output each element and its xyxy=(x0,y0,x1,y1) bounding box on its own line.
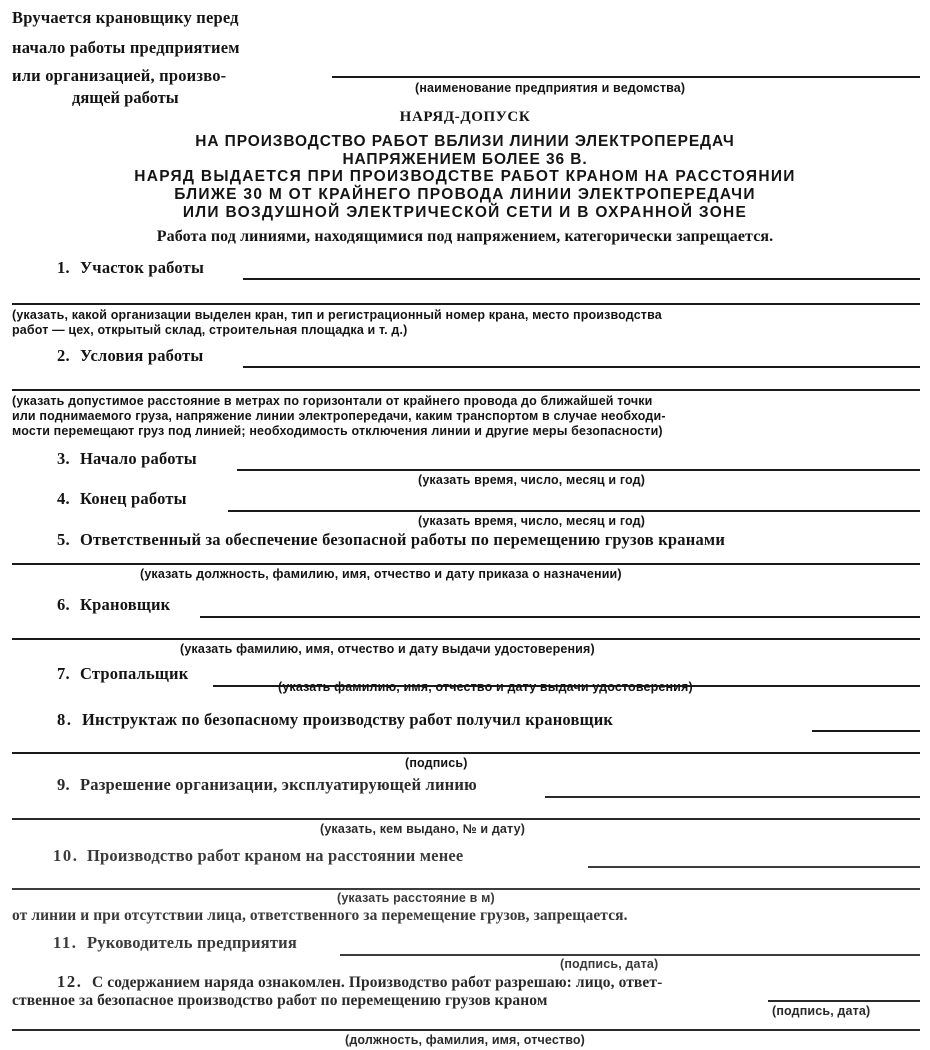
item-12-caption: (подпись, дата) xyxy=(772,1004,871,1018)
item-10-label: Производство работ краном на расстоянии менее xyxy=(87,846,464,865)
title-line-2: НАПРЯЖЕНИЕМ БОЛЕЕ 36 В. xyxy=(342,151,588,168)
item-1-caption-2: работ — цех, открытый склад, строительная площадка и т. д.) xyxy=(12,323,408,337)
footer-rule[interactable] xyxy=(12,1029,920,1031)
item-2-fill-rule-b[interactable] xyxy=(12,389,920,391)
item-3-label: Начало работы xyxy=(80,449,197,468)
item-4-caption: (указать время, число, месяц и год) xyxy=(418,514,646,528)
item-6-fill-rule-a[interactable] xyxy=(200,616,920,618)
item-9-fill-rule-a[interactable] xyxy=(545,796,920,798)
item-2-caption-3: мости перемещают груз под линией; необходимость отключения линии и другие меры безопасности) xyxy=(12,424,663,438)
item-8-caption: (подпись) xyxy=(405,756,468,770)
item-11-label: Руководитель предприятия xyxy=(87,933,298,952)
title-line-1: НА ПРОИЗВОДСТВО РАБОТ ВБЛИЗИ ЛИНИИ ЭЛЕКТРОПЕРЕДАЧ xyxy=(195,133,735,150)
item-1-fill-rule-b[interactable] xyxy=(12,303,920,305)
item-9-fill-rule-b[interactable] xyxy=(12,818,920,820)
item-8-number: 8. xyxy=(57,710,73,729)
warning-text: Работа под линиями, находящимися под напряжением, категорически запрещается. xyxy=(156,228,774,245)
header-fill-caption: (наименование предприятия и ведомства) xyxy=(415,81,686,95)
item-2-caption-2: или поднимаемого груза, напряжение линии электропередачи, каким транспортом в случае необходи- xyxy=(12,409,666,423)
header-line-3: или организацией, произво- xyxy=(12,66,227,85)
item-3-fill-rule[interactable] xyxy=(237,469,920,471)
title-line-4: БЛИЖЕ 30 М ОТ КРАЙНЕГО ПРОВОДА ЛИНИИ ЭЛЕКТРОПЕРЕДАЧИ xyxy=(174,186,756,203)
item-5-label: Ответственный за обеспечение безопасной работы по перемещению грузов кранами xyxy=(80,530,726,549)
header-line-2: начало работы предприятием xyxy=(12,38,240,57)
item-12-line-2: ственное за безопасное производство работ по перемещению грузов краном xyxy=(12,992,548,1009)
item-1-number: 1. xyxy=(57,258,70,277)
item-3-number: 3. xyxy=(57,449,70,468)
item-1-caption-1: (указать, какой организации выделен кран, тип и регистрационный номер крана, место производства xyxy=(12,308,662,322)
item-3-caption: (указать время, число, месяц и год) xyxy=(418,473,646,487)
item-9-label: Разрешение организации, эксплуатирующей линию xyxy=(80,775,477,794)
item-4-fill-rule[interactable] xyxy=(228,510,920,512)
item-6-label: Крановщик xyxy=(80,595,171,614)
item-10-fill-rule-b[interactable] xyxy=(12,888,920,890)
item-9-caption: (указать, кем выдано, № и дату) xyxy=(320,822,526,836)
item-7-label: Стропальщик xyxy=(80,664,189,683)
item-11-number: 11. xyxy=(53,933,78,952)
item-1-fill-rule-a[interactable] xyxy=(243,278,920,280)
item-12-fill-rule[interactable] xyxy=(768,1000,920,1002)
item-5-number: 5. xyxy=(57,530,70,549)
item-10-fill-rule-a[interactable] xyxy=(588,866,920,868)
item-4-label: Конец работы xyxy=(80,489,187,508)
page-title: НАРЯД-ДОПУСК xyxy=(399,109,531,125)
item-4-number: 4. xyxy=(57,489,70,508)
item-10-caption: (указать расстояние в м) xyxy=(337,891,495,905)
item-8-fill-rule-b[interactable] xyxy=(12,752,920,754)
header-fill-rule[interactable] xyxy=(332,76,920,78)
item-8-fill-rule-a[interactable] xyxy=(812,730,920,732)
item-2-label: Условия работы xyxy=(80,346,204,365)
item-5-fill-rule[interactable] xyxy=(12,563,920,565)
item-5-caption: (указать должность, фамилию, имя, отчество и дату приказа о назначении) xyxy=(140,567,622,581)
item-11-fill-rule[interactable] xyxy=(340,954,920,956)
item-2-caption-1: (указать допустимое расстояние в метрах по горизонтали от крайнего провода до ближайшей точки xyxy=(12,394,653,408)
item-10-number: 10. xyxy=(53,846,79,865)
item-8-label: Инструктаж по безопасному производству работ получил крановщик xyxy=(82,710,614,729)
item-9-number: 9. xyxy=(57,775,70,794)
item-2-fill-rule-a[interactable] xyxy=(243,366,920,368)
title-line-5: ИЛИ ВОЗДУШНОЙ ЭЛЕКТРИЧЕСКОЙ СЕТИ И В ОХРАННОЙ ЗОНЕ xyxy=(182,204,748,221)
item-7-caption: (указать фамилию, имя, отчество и дату выдачи удостоверения) xyxy=(278,680,693,694)
item-6-caption: (указать фамилию, имя, отчество и дату выдачи удостоверения) xyxy=(180,642,595,656)
item-6-fill-rule-b[interactable] xyxy=(12,638,920,640)
footer-caption: (должность, фамилия, имя, отчество) xyxy=(345,1033,585,1047)
header-line-4: дящей работы xyxy=(72,88,179,107)
item-2-number: 2. xyxy=(57,346,70,365)
item-7-number: 7. xyxy=(57,664,70,683)
title-line-3: НАРЯД ВЫДАЕТСЯ ПРИ ПРОИЗВОДСТВЕ РАБОТ КРАНОМ НА РАССТОЯНИИ xyxy=(134,168,796,185)
item-1-label: Участок работы xyxy=(80,258,205,277)
item-12-label: С содержанием наряда ознакомлен. Производство работ разрешаю: лицо, ответ- xyxy=(92,974,663,991)
item-6-number: 6. xyxy=(57,595,70,614)
item-12-number: 12. xyxy=(57,972,83,991)
header-line-1: Вручается крановщику перед xyxy=(12,8,239,27)
item-10-tail-text: от линии и при отсутствии лица, ответственного за перемещение грузов, запрещается. xyxy=(12,907,628,924)
item-11-caption: (подпись, дата) xyxy=(560,957,659,971)
